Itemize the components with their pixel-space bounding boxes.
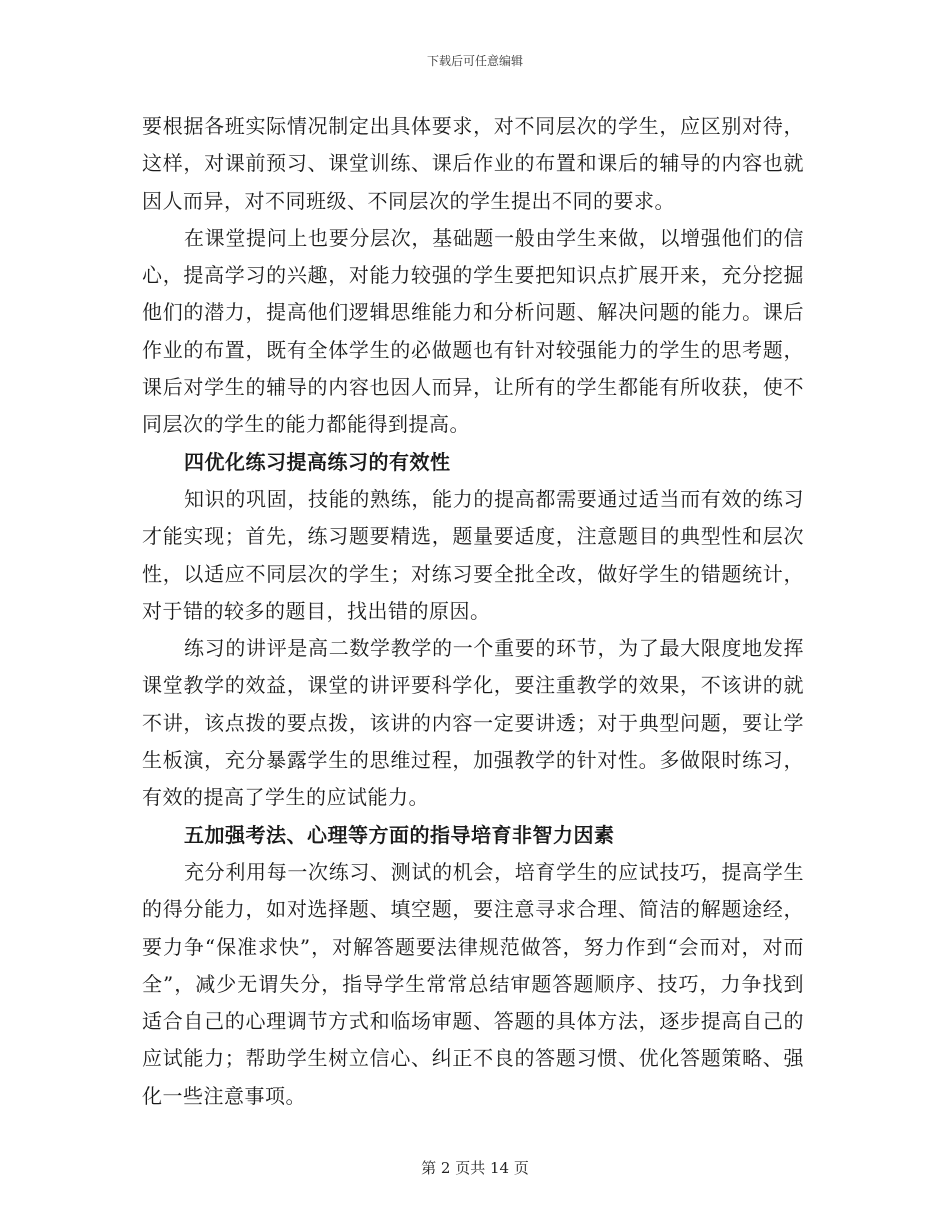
paragraph-3: 知识的巩固，技能的熟练，能力的提高都需要通过适当而有效的练习才能实现；首先，练习题要精选，题量要适度，注意题目的典型性和层次性，以适应不同层次的学生；对练习要全批全改，做好学生的错题统计，对于错的较多的题目，找出错的原因。 xyxy=(142,486,804,623)
paragraph-5: 充分利用每一次练习、测试的机会，培育学生的应试技巧，提高学生的得分能力，如对选择题、填空题，要注意寻求合理、简洁的解题途经，要力争“保准求快”，对解答题要法律规范做答，努力作到“会而对，对而全”，减少无谓失分，指导学生常常总结审题答题顺序、技巧，力争找到适合自己的心理调节方式和临场审题、答题的具体方法，逐步提高自己的应试能力；帮助学生树立信心、纠正不良的答题习惯、优化答题策略、强化一些注意事项。 xyxy=(142,859,804,1108)
document-body xyxy=(142,108,804,1115)
section-heading-4: 四优化练习提高练习的有效性 xyxy=(184,449,451,474)
paragraph-2: 在课堂提问上也要分层次，基础题一般由学生来做，以增强他们的信心，提高学习的兴趣，对能力较强的学生要把知识点扩展开来，充分挖掘他们的潜力，提高他们逻辑思维能力和分析问题、解决问题的能力。课后作业的布置，既有全体学生的必做题也有针对较强能力的学生的思考题，课后对学生的辅导的内容也因人而异，让所有的学生都能有所收获，使不同层次的学生的能力都能得到提高。 xyxy=(142,225,804,437)
page-number-footer: 第 2 页共 14 页 xyxy=(421,1159,529,1177)
paragraph-4: 练习的讲评是高二数学教学的一个重要的环节，为了最大限度地发挥课堂教学的效益，课堂的讲评要科学化，要注重教学的效果，不该讲的就不讲，该点拨的要点拨，该讲的内容一定要讲透；对于典型问题，要让学生板演，充分暴露学生的思维过程，加强教学的针对性。多做限时练习，有效的提高了学生的应试能力。 xyxy=(142,636,804,810)
page-header-note: 下载后可任意编辑 xyxy=(426,54,523,68)
paragraph-1: 要根据各班实际情况制定出具体要求，对不同层次的学生，应区别对待，这样，对课前预习、课堂训练、课后作业的布置和课后的辅导的内容也就因人而异，对不同班级、不同层次的学生提出不同的要求。 xyxy=(142,114,804,213)
section-heading-5: 五加强考法、心理等方面的指导培育非智力因素 xyxy=(184,822,615,847)
